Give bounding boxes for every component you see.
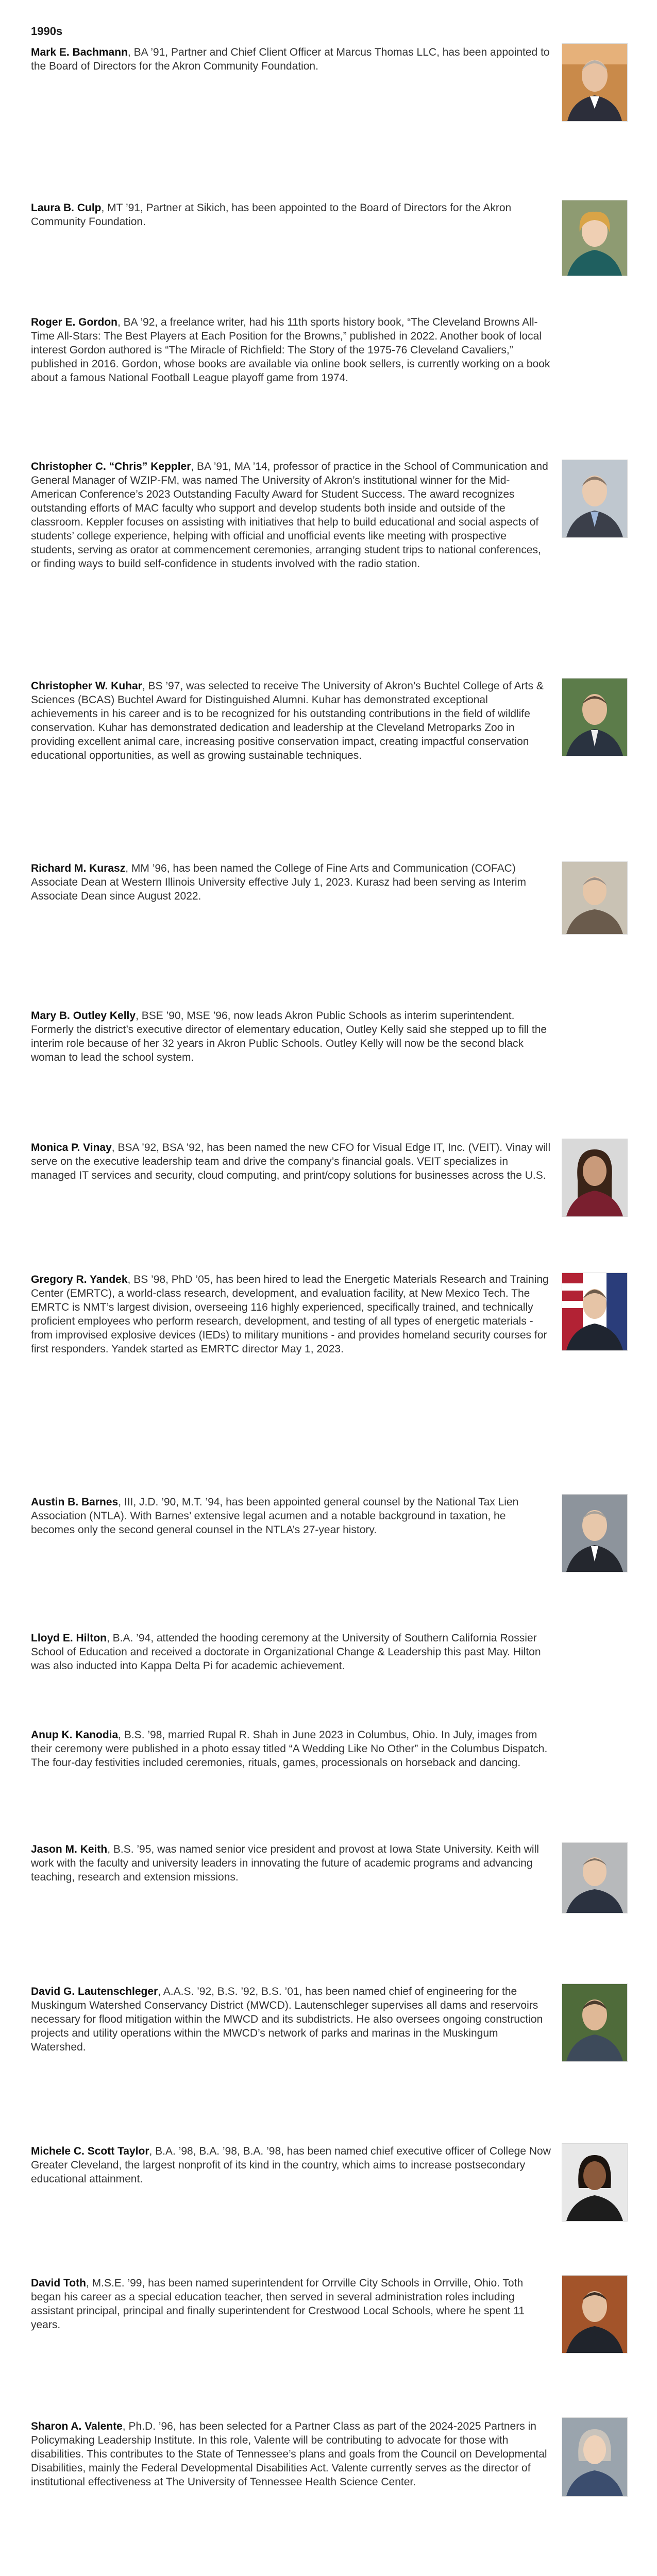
alumni-name: Roger E. Gordon [31, 316, 117, 328]
alumni-note [31, 45, 551, 73]
headshot-photo [562, 861, 628, 935]
headshot-photo [562, 2143, 628, 2222]
alumni-name: Richard M. Kurasz [31, 862, 126, 874]
headshot-photo [562, 1494, 628, 1572]
alumni-name: Michele C. Scott Taylor [31, 2145, 149, 2157]
alumni-note [31, 1728, 551, 1770]
alumni-note-text: , Ph.D. ’96, has been selected for a Partner Class as part of the 2024-2025 Partners in Policymaking Leadership Institute. In this role, Valente will be contributing to advocate for those with disabilities. This contributes to the State of Tennessee’s plans and goals from the Council on Developmental Disabilities, mainly the Federal Developmental Disabilities Act. Valente currently serves as the director of institutional effectiveness at The University of Tennessee Health Science Center. [31, 2420, 547, 2488]
alumni-note [31, 1985, 551, 2054]
headshot-photo [562, 1842, 628, 1913]
alumni-note [31, 2144, 551, 2186]
headshot-photo [562, 2417, 628, 2497]
alumni-note [31, 1842, 551, 1884]
alumni-name: Christopher C. “Chris” Keppler [31, 461, 191, 472]
alumni-name: Monica P. Vinay [31, 1142, 112, 1154]
alumni-name: Anup K. Kanodia [31, 1729, 119, 1741]
alumni-note [31, 861, 551, 903]
alumni-note [31, 1141, 551, 1182]
alumni-name: Gregory R. Yandek [31, 1274, 128, 1285]
alumni-note-text: , BA ’92, a freelance writer, had his 11th sports history book, “The Cleveland Browns All-Time All-Stars: The Best Players at Each Position for the Browns,” published in 2022. Another book of local interest Gordon authored is “The Miracle of Richfield: The Story of the 1975-76 Cleveland Cavaliers,” published in 2016. Gordon, whose books are available via online book sellers, is currently working on a book about a famous National Football League playoff game from 1974. [31, 316, 550, 384]
alumni-name: Laura B. Culp [31, 202, 102, 214]
alumni-note-text: , BS ’97, was selected to receive The University of Akron’s Buchtel College of Arts & Sciences (BCAS) Buchtel Award for Distinguished Alumni. Kuhar has demonstrated exceptional achievements in his career and is to be recognized for his outstanding contributions in the field of wildlife conservation. Kuhar has demonstrated dedication and leadership at the Cleveland Metroparks Zoo in providing excellent animal care, increasing positive conservation impact, creating impactful conservation educational opportunities, as well as growing sustainable techniques. [31, 680, 544, 761]
alumni-note-text: , B.S. ’98, married Rupal R. Shah in June 2023 in Columbus, Ohio. In July, images from their ceremony were published in a photo essay titled “A Wedding Like No Other” in the Columbus Dispatch. The four-day festivities included ceremonies, rituals, games, processionals on horseback and dancing. [31, 1729, 548, 1769]
alumni-name: Austin B. Barnes [31, 1496, 119, 1508]
alumni-name: David Toth [31, 2277, 86, 2289]
alumni-name: Lloyd E. Hilton [31, 1632, 107, 1644]
alumni-note [31, 460, 551, 571]
alumni-note-text: , BSE ’90, MSE ’96, now leads Akron Public Schools as interim superintendent. Formerly the district’s executive director of elementary education, Outley Kelly said she stepped up to fill the interim role because of her 32 years in Akron Public Schools. Outley Kelly will now be the second black woman to lead the school system. [31, 1010, 547, 1063]
alumni-note-text: , B.A. ’98, B.A. ’98, B.A. ’98, has been named chief executive officer of College Now Greater Cleveland, the largest nonprofit of its kind in the country, which aims to increase postsecondary educational attainment. [31, 2145, 551, 2185]
alumni-note-text: , MT ’91, Partner at Sikich, has been appointed to the Board of Directors for the Akron Community Foundation. [31, 202, 512, 228]
alumni-note-text: , BA ’91, Partner and Chief Client Officer at Marcus Thomas LLC, has been appointed to the Board of Directors for the Akron Community Foundation. [31, 46, 550, 72]
alumni-note [31, 679, 551, 762]
decade-heading: 1990s [31, 25, 63, 38]
alumni-note-text: , B.S. ’95, was named senior vice president and provost at Iowa State University. Keith will work with the faculty and university leaders in innovating the future of academic programs and advancing teaching, research and extension missions. [31, 1843, 539, 1883]
alumni-name: Christopher W. Kuhar [31, 680, 142, 692]
headshot-photo [562, 2275, 628, 2353]
alumni-name: Mark E. Bachmann [31, 46, 128, 58]
alumni-note-text: , B.A. ’94, attended the hooding ceremony at the University of Southern California Rossier School of Education and received a doctorate in Organizational Change & Leadership this past May. Hilton was also inducted into Kappa Delta Pi for academic achievement. [31, 1632, 541, 1672]
headshot-photo [562, 1984, 628, 2062]
alumni-note [31, 315, 551, 385]
headshot-photo [562, 43, 628, 122]
headshot-photo [562, 1139, 628, 1217]
headshot-photo [562, 678, 628, 756]
alumni-note [31, 1009, 551, 1064]
alumni-name: Mary B. Outley Kelly [31, 1010, 136, 1022]
alumni-note-text: , MM ’96, has been named the College of Fine Arts and Communication (COFAC) Associate Dean at Western Illinois University effective July 1, 2023. Kurasz had been serving as Interim Associate Dean since August 2022. [31, 862, 527, 902]
headshot-photo [562, 460, 628, 538]
alumni-note-text: , III, J.D. ’90, M.T. ’94, has been appointed general counsel by the National Tax Lien Association (NTLA). With Barnes’ extensive legal acumen and a notable background in taxation, he becomes only the second general counsel in the NTLA’s 27-year history. [31, 1496, 519, 1536]
headshot-photo [562, 200, 628, 276]
alumni-note [31, 2276, 551, 2332]
alumni-note-text: , BA ’91, MA ’14, professor of practice in the School of Communication and General Manager of WZIP-FM, was named The University of Akron’s institutional winner for the Mid-American Conference’s 2023 Outstanding Faculty Award for Student Success. The award recognizes outstanding efforts of MAC faculty who support and develop students both inside and outside of the classroom. Keppler focuses on assisting with initiatives that help to build educational and social aspects of students’ college experience, helping with official and unofficial events like meeting with prospective students, serving as orator at commencement ceremonies, arranging student trips to national conferences, or finding ways to build self-confidence in students involved with the radio station. [31, 461, 548, 570]
alumni-note [31, 1495, 551, 1537]
alumni-name: David G. Lautenschleger [31, 1986, 158, 1997]
headshot-photo [562, 1273, 628, 1351]
alumni-note-text: , BS ’98, PhD ’05, has been hired to lead the Energetic Materials Research and Training Center (EMRTC), a world-class research, development, and evaluation facility, at New Mexico Tech. The EMRTC is NMT’s largest division, overseeing 116 highly experienced, specifically trained, and technically proficient employees who perform research, development, and testing of all types of energetic materials - from improvised explosive devices (IEDs) to military munitions - and provides homeland security courses for first responders. Yandek started as EMRTC director May 1, 2023. [31, 1274, 549, 1355]
alumni-note [31, 1631, 551, 1673]
alumni-note [31, 201, 551, 229]
alumni-name: Sharon A. Valente [31, 2420, 123, 2432]
alumni-note-text: , BSA ’92, BSA ’92, has been named the new CFO for Visual Edge IT, Inc. (VEIT). Vinay will serve on the executive leadership team and drive the company’s financial goals. VEIT specializes in managed IT services and security, cloud computing, and print/copy solutions for businesses across the U.S. [31, 1142, 551, 1181]
alumni-note [31, 1273, 551, 1356]
alumni-note-text: , A.A.S. ’92, B.S. ’92, B.S. ’01, has been named chief of engineering for the Muskingum Watershed Conservancy District (MWCD). Lautenschleger supervises all dams and reservoirs necessary for flood mitigation within the MWCD and its subdistricts. He also oversees ongoing construction projects and utility operations within the MWCD’s network of parks and marinas in the Muskingum Watershed. [31, 1986, 543, 2053]
alumni-name: Jason M. Keith [31, 1843, 108, 1855]
alumni-note [31, 2419, 551, 2489]
alumni-note-text: , M.S.E. ’99, has been named superintendent for Orrville City Schools in Orrville, Ohio. Toth began his career as a special education teacher, then served in several administration roles including assistant principal, principal and finally superintendent for Crestwood Local Schools, where he spent 11 years. [31, 2277, 525, 2331]
